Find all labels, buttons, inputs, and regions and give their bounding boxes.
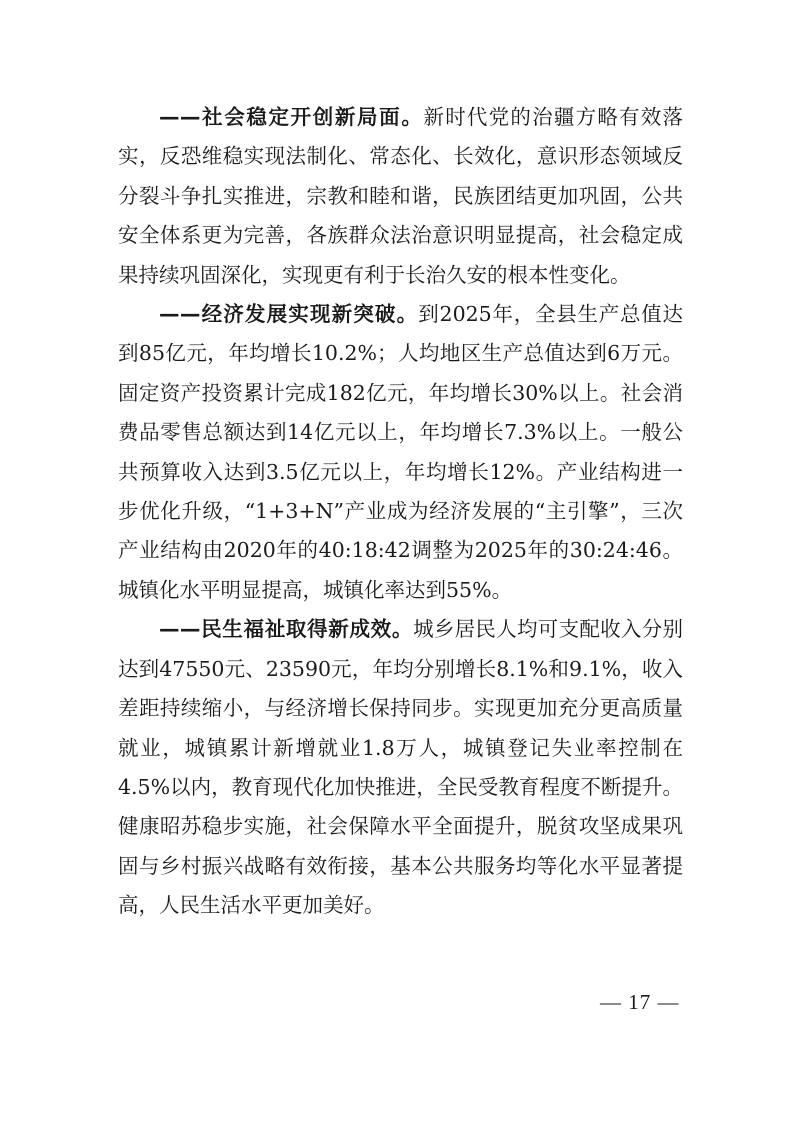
paragraph-heading: ——经济发展实现新突破。 — [159, 302, 419, 327]
paragraph-heading: ——社会稳定开创新局面。 — [159, 105, 424, 129]
paragraph-text: 新时代党的治疆方略有效落实，反恐维稳实现法制化、常态化、长效化，意识形态领域反分裂斗争扎实推进，宗教和睦和谐，民族团结更加巩固，公共安全体系更为完善，各族群众法治意识明显提高，社会稳定成果持续巩固深化，实现更有利于长治久安的根本性变化。 — [118, 105, 684, 287]
paragraph-text: 到2025年，全县生产总值达到85亿元，年均增长10.2%；人均地区生产总值达到6万元。固定资产投资累计完成182亿元，年均增长30%以上。社会消费品零售总额达到14亿元以上，年均增长7.3%以上。一般公共预算收入达到3.5亿元以上，年均增长12%。产业结构进一步优化升级，“1+3+N”产业成为经济发展的“主引擎”，三次产业结构由2020年的40:18:42调整为2025年的30:24:46。城镇化水平明显提高，城镇化率达到55%。 — [118, 302, 684, 602]
body-text — [118, 98, 683, 926]
paragraph-heading: ——民生福祉取得新成效。 — [159, 617, 414, 642]
paragraph-text: 城乡居民人均可支配收入分别达到47550元、23590元，年均分别增长8.1%和9.1%，收入差距持续缩小，与经济增长保持同步。实现更加充分更高质量就业，城镇累计新增就业1.8万人，城镇登记失业率控制在4.5%以内，教育现代化加快推进，全民受教育程度不断提升。健康昭苏稳步实施，社会保障水平全面提升，脱贫攻坚成果巩固与乡村振兴战略有效衔接，基本公共服务均等化水平显著提高，人民生活水平更加美好。 — [118, 617, 684, 918]
page-number: — 17 — — [600, 990, 680, 1014]
paragraph-livelihood — [118, 610, 683, 925]
paragraph-economic-development — [118, 295, 683, 610]
paragraph-social-stability — [118, 98, 683, 295]
